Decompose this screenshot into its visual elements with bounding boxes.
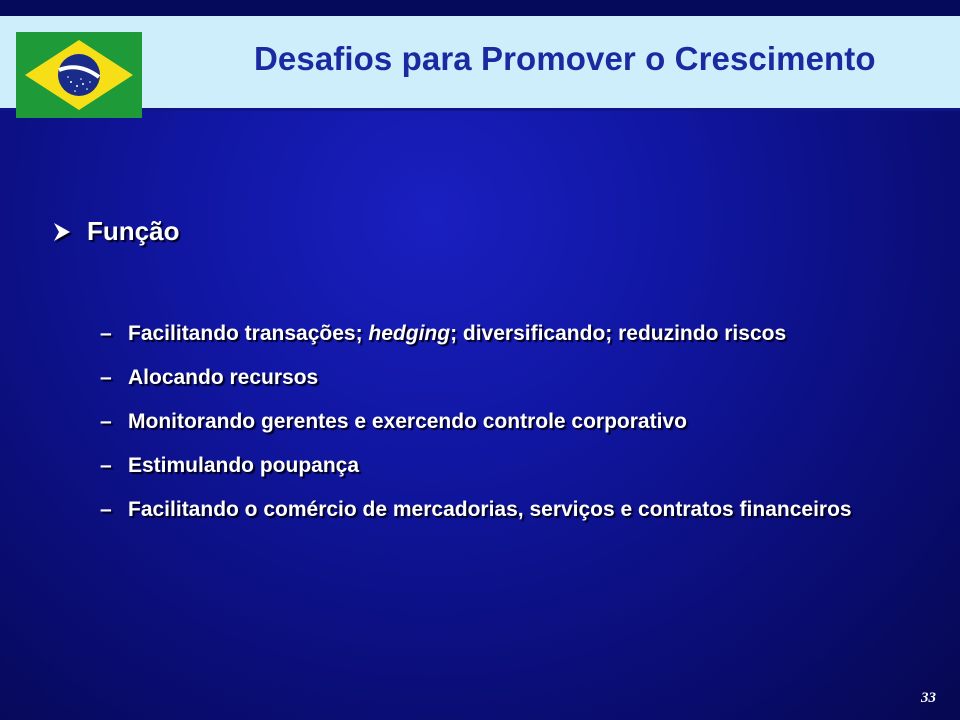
sub-bullet-text: Facilitando transações; <box>128 322 369 345</box>
page-number: 33 <box>921 690 936 706</box>
sub-bullet-text-after: ; diversificando; reduzindo riscos <box>450 322 787 345</box>
sub-bullet-text: Monitorando gerentes e exercendo controle corporativo <box>128 410 687 433</box>
brazil-flag-icon <box>16 32 142 118</box>
main-bullet-label: Função <box>87 216 180 246</box>
sub-bullet-item <box>100 318 880 350</box>
dash-marker: – <box>100 322 112 345</box>
dash-marker: – <box>100 498 112 521</box>
dash-marker: – <box>100 366 112 389</box>
sub-bullet-text: Alocando recursos <box>128 366 319 389</box>
sub-bullet-item <box>100 494 880 526</box>
sub-bullet-text: Facilitando o comércio de mercadorias, serviços e contratos financeiros <box>128 498 852 521</box>
main-bullet <box>52 216 179 247</box>
sub-bullet-item <box>100 406 880 438</box>
sub-bullet-emphasis: hedging <box>368 322 451 345</box>
dash-marker: – <box>100 454 112 477</box>
sub-bullet-text: Estimulando poupança <box>128 454 360 477</box>
slide-title: Desafios para Promover o Crescimento <box>254 40 876 77</box>
top-strip <box>0 0 960 16</box>
sub-bullet-item <box>100 362 880 394</box>
sub-bullet-item <box>100 450 880 482</box>
arrow-bullet-icon <box>52 219 78 245</box>
dash-marker: – <box>100 410 112 433</box>
sub-bullet-list <box>100 318 880 538</box>
